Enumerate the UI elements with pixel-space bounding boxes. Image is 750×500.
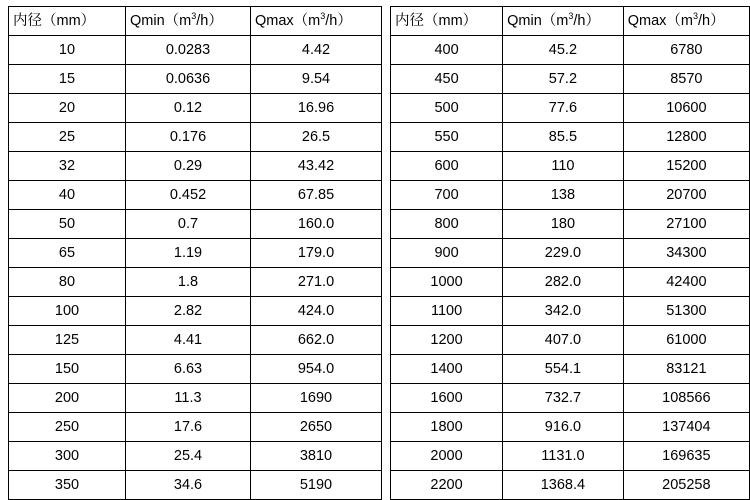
table-row	[9, 36, 382, 65]
cell-inner-diameter: 700	[391, 181, 503, 210]
cell-qmin: 229.0	[503, 239, 624, 268]
cell-qmax: 16.96	[251, 94, 382, 123]
cell-qmin: 1.8	[126, 268, 251, 297]
table-row	[9, 326, 382, 355]
cell-qmax: 12800	[623, 123, 749, 152]
table-row	[391, 355, 750, 384]
cell-inner-diameter: 200	[9, 384, 126, 413]
cell-qmin: 282.0	[503, 268, 624, 297]
cell-inner-diameter: 550	[391, 123, 503, 152]
cell-inner-diameter: 1000	[391, 268, 503, 297]
cell-inner-diameter: 40	[9, 181, 126, 210]
cell-qmin: 17.6	[126, 413, 251, 442]
table-row	[391, 297, 750, 326]
header-inner-diameter: 内径（mm）	[9, 7, 126, 36]
cell-qmax: 160.0	[251, 210, 382, 239]
cell-qmin: 0.0283	[126, 36, 251, 65]
cell-qmax: 108566	[623, 384, 749, 413]
cell-qmax: 271.0	[251, 268, 382, 297]
header-qmax-text: Qmax（m	[627, 13, 693, 29]
table-row	[9, 239, 382, 268]
table-row	[9, 152, 382, 181]
table-header-left	[9, 7, 382, 36]
cell-inner-diameter: 65	[9, 239, 126, 268]
table-row	[391, 210, 750, 239]
cell-qmax: 179.0	[251, 239, 382, 268]
cell-qmax: 954.0	[251, 355, 382, 384]
table-row	[391, 36, 750, 65]
cell-qmax: 27100	[623, 210, 749, 239]
header-qmax-sup: 3	[692, 11, 698, 22]
header-qmax-tail: /h）	[325, 13, 352, 29]
cell-qmin: 407.0	[503, 326, 624, 355]
table-row	[391, 413, 750, 442]
table-row	[391, 442, 750, 471]
cell-inner-diameter: 350	[9, 471, 126, 500]
cell-inner-diameter: 1600	[391, 384, 503, 413]
cell-qmax: 424.0	[251, 297, 382, 326]
header-qmin-sup: 3	[568, 11, 574, 22]
cell-qmin: 1131.0	[503, 442, 624, 471]
cell-qmax: 42400	[623, 268, 749, 297]
cell-qmin: 34.6	[126, 471, 251, 500]
cell-qmax: 67.85	[251, 181, 382, 210]
header-qmin-text: Qmin（m	[507, 13, 569, 29]
table-row	[9, 413, 382, 442]
cell-inner-diameter: 2200	[391, 471, 503, 500]
table-row	[391, 152, 750, 181]
cell-inner-diameter: 300	[9, 442, 126, 471]
cell-inner-diameter: 125	[9, 326, 126, 355]
cell-qmax: 51300	[623, 297, 749, 326]
header-qmax-tail: /h）	[697, 13, 725, 29]
cell-inner-diameter: 80	[9, 268, 126, 297]
cell-inner-diameter: 100	[9, 297, 126, 326]
table-row	[9, 268, 382, 297]
table-row	[391, 471, 750, 500]
table-row	[9, 65, 382, 94]
table-row	[391, 181, 750, 210]
cell-qmax: 43.42	[251, 152, 382, 181]
cell-qmax: 61000	[623, 326, 749, 355]
cell-inner-diameter: 1400	[391, 355, 503, 384]
table-row	[391, 268, 750, 297]
cell-qmin: 57.2	[503, 65, 624, 94]
flow-table-left	[8, 6, 382, 500]
table-row	[391, 384, 750, 413]
header-qmax	[251, 7, 382, 36]
header-qmin	[126, 7, 251, 36]
header-qmin-sup: 3	[191, 11, 197, 22]
cell-qmin: 2.82	[126, 297, 251, 326]
table-row	[9, 355, 382, 384]
cell-qmin: 6.63	[126, 355, 251, 384]
table-row	[9, 442, 382, 471]
table-body-right	[391, 36, 750, 500]
table-row	[9, 181, 382, 210]
cell-qmax: 3810	[251, 442, 382, 471]
cell-inner-diameter: 25	[9, 123, 126, 152]
cell-inner-diameter: 400	[391, 36, 503, 65]
cell-qmax: 662.0	[251, 326, 382, 355]
cell-qmin: 732.7	[503, 384, 624, 413]
table-row	[391, 239, 750, 268]
table-row	[391, 123, 750, 152]
cell-qmax: 5190	[251, 471, 382, 500]
header-qmax-text: Qmax（m	[255, 13, 321, 29]
table-header-right	[391, 7, 750, 36]
cell-inner-diameter: 250	[9, 413, 126, 442]
cell-qmin: 25.4	[126, 442, 251, 471]
table-header-row	[9, 7, 382, 36]
table-row	[9, 123, 382, 152]
cell-qmin: 45.2	[503, 36, 624, 65]
table-row	[391, 326, 750, 355]
cell-qmax: 137404	[623, 413, 749, 442]
cell-qmin: 0.452	[126, 181, 251, 210]
header-qmin-tail: /h）	[196, 13, 223, 29]
table-row	[391, 94, 750, 123]
cell-inner-diameter: 20	[9, 94, 126, 123]
cell-qmin: 77.6	[503, 94, 624, 123]
cell-inner-diameter: 600	[391, 152, 503, 181]
header-inner-diameter: 内径（mm）	[391, 7, 503, 36]
cell-qmax: 34300	[623, 239, 749, 268]
cell-qmin: 554.1	[503, 355, 624, 384]
table-row	[9, 297, 382, 326]
cell-qmax: 205258	[623, 471, 749, 500]
cell-qmin: 110	[503, 152, 624, 181]
cell-qmin: 0.7	[126, 210, 251, 239]
cell-qmin: 4.41	[126, 326, 251, 355]
cell-qmin: 138	[503, 181, 624, 210]
cell-inner-diameter: 150	[9, 355, 126, 384]
cell-qmax: 26.5	[251, 123, 382, 152]
cell-inner-diameter: 450	[391, 65, 503, 94]
cell-qmin: 342.0	[503, 297, 624, 326]
cell-qmin: 85.5	[503, 123, 624, 152]
table-row	[9, 94, 382, 123]
table-row	[9, 471, 382, 500]
cell-inner-diameter: 10	[9, 36, 126, 65]
cell-qmax: 8570	[623, 65, 749, 94]
header-qmin-text: Qmin（m	[130, 13, 192, 29]
cell-qmax: 15200	[623, 152, 749, 181]
table-header-row	[391, 7, 750, 36]
cell-inner-diameter: 900	[391, 239, 503, 268]
table-row	[9, 210, 382, 239]
flow-table-right-container	[390, 6, 750, 500]
flow-table-left-container	[8, 6, 382, 500]
cell-qmin: 0.176	[126, 123, 251, 152]
cell-qmin: 0.29	[126, 152, 251, 181]
cell-inner-diameter: 32	[9, 152, 126, 181]
flow-table-right	[390, 6, 750, 500]
cell-qmin: 180	[503, 210, 624, 239]
cell-inner-diameter: 800	[391, 210, 503, 239]
table-body-left	[9, 36, 382, 500]
cell-inner-diameter: 50	[9, 210, 126, 239]
table-row	[391, 65, 750, 94]
cell-qmax: 6780	[623, 36, 749, 65]
cell-qmax: 2650	[251, 413, 382, 442]
cell-qmin: 11.3	[126, 384, 251, 413]
cell-qmin: 1.19	[126, 239, 251, 268]
cell-qmax: 1690	[251, 384, 382, 413]
cell-qmin: 0.12	[126, 94, 251, 123]
header-qmin	[503, 7, 624, 36]
cell-inner-diameter: 500	[391, 94, 503, 123]
header-qmax	[623, 7, 749, 36]
cell-qmin: 916.0	[503, 413, 624, 442]
cell-inner-diameter: 2000	[391, 442, 503, 471]
cell-qmax: 10600	[623, 94, 749, 123]
table-row	[9, 384, 382, 413]
cell-qmax: 4.42	[251, 36, 382, 65]
cell-inner-diameter: 1100	[391, 297, 503, 326]
cell-qmax: 83121	[623, 355, 749, 384]
cell-inner-diameter: 1800	[391, 413, 503, 442]
header-qmin-tail: /h）	[573, 13, 600, 29]
cell-qmax: 169635	[623, 442, 749, 471]
cell-qmax: 20700	[623, 181, 749, 210]
cell-qmin: 0.0636	[126, 65, 251, 94]
cell-qmin: 1368.4	[503, 471, 624, 500]
cell-inner-diameter: 15	[9, 65, 126, 94]
cell-inner-diameter: 1200	[391, 326, 503, 355]
cell-qmax: 9.54	[251, 65, 382, 94]
header-qmax-sup: 3	[320, 11, 326, 22]
